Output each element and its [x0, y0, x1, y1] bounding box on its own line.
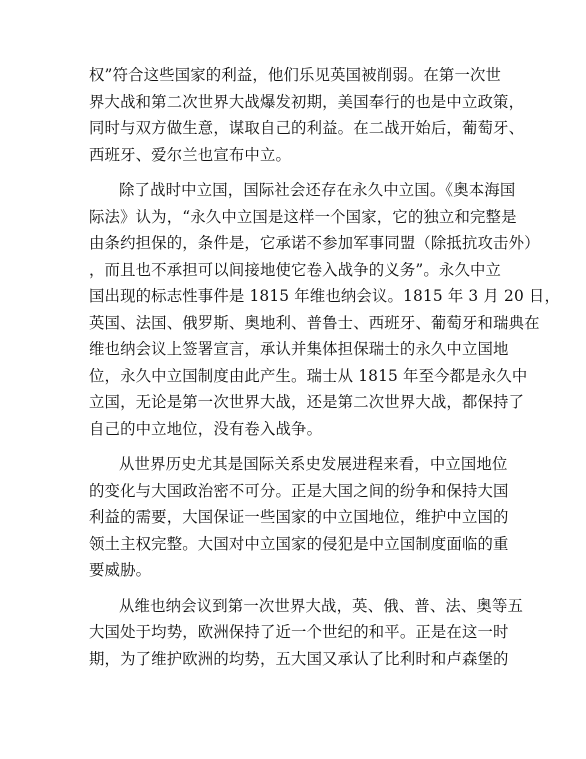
paragraph-2 [89, 177, 561, 442]
text-line: 的变化与大国政治密不可分。正是大国之间的纷争和保持大国 [89, 481, 509, 500]
text-line: 大国处于均势，欧洲保持了近一个世纪的和平。正是在这一时 [89, 623, 509, 641]
text-line: 自己的中立地位，没有卷入战争。 [89, 419, 323, 438]
text-line: ，而且也不承担可以间接地使它卷入战争的义务”。永久中立 [89, 260, 502, 279]
text-line: 国出现的标志性事件是 1815 年维也纳会议。1815 年 3 月 20 日， [89, 287, 561, 305]
text-line: 利益的需要，大国保证一些国家的中立国地位，维护中立国的 [89, 508, 509, 526]
paragraph-4 [89, 593, 524, 673]
text-line: 英国、法国、俄罗斯、奥地利、普鲁士、西班牙、葡萄牙和瑞典在 [89, 313, 540, 332]
text-line: 同时与双方做生意，谋取自己的利益。在二战开始后，葡萄牙、 [89, 119, 525, 137]
document-body [89, 62, 561, 681]
text-line: 从维也纳会议到第一次世界大战，英、俄、普、法、奥等五 [119, 596, 524, 615]
text-line: 位，永久中立国制度由此产生。瑞士从 1815 年至今都是永久中 [89, 366, 528, 385]
text-line: 立国，无论是第一次世界大战，还是第二次世界大战，都保持了 [89, 393, 525, 411]
text-line: 际法》认为，“永久中立国是这样一个国家，它的独立和完整是 [89, 207, 517, 226]
text-line: 西班牙、爱尔兰也宣布中立。 [89, 145, 292, 164]
paragraph-3 [89, 451, 509, 584]
text-line: 领土主权完整。大国对中立国家的侵犯是中立国制度面临的重 [89, 534, 509, 553]
text-line: 从世界历史尤其是国际关系史发展进程来看，中立国地位 [119, 455, 508, 473]
text-line: 界大战和第二次世界大战爆发初期，美国奉行的也是中立政策， [89, 92, 525, 111]
text-line: 要威胁。 [89, 561, 152, 579]
text-line: 维也纳会议上签署宣言，承认并集体担保瑞士的永久中立国地 [89, 340, 509, 358]
text-line: 除了战时中立国，国际社会还存在永久中立国。《奥本海国 [119, 181, 516, 199]
text-line: 权”符合这些国家的利益，他们乐见英国被削弱。在第一次世 [89, 66, 502, 84]
paragraph-1 [89, 62, 525, 168]
text-line: 期，为了维护欧洲的均势，五大国又承认了比利时和卢森堡的 [89, 649, 509, 668]
text-line: 由条约担保的，条件是，它承诺不参加军事同盟（除抵抗攻击外） [89, 234, 540, 252]
